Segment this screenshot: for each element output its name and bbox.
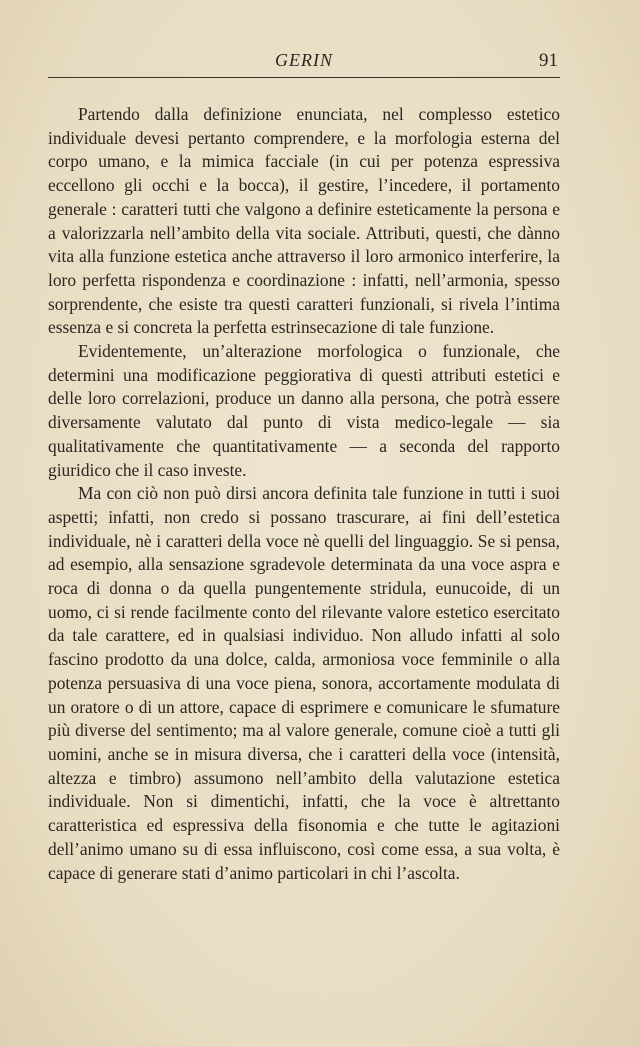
- page-number: 91: [539, 50, 558, 71]
- paragraph-2: Evidentemente, un’alterazione morfologica o funzionale, che determini una modificazione peggiorativa di questi attributi estetici e delle loro correlazioni, produce un danno alla persona, che potrà essere diversamente valutato dal punto di vista medico-legale — sia qualitativamente che quantitativamente — a seconda del rapporto giuridico che il caso investe.: [48, 341, 560, 480]
- page-header: [48, 46, 560, 76]
- running-title: GERIN: [275, 50, 333, 70]
- paragraph-3: Ma con ciò non può dirsi ancora definita tale funzione in tutti i suoi aspetti; infatti, non credo si possano trascurare, ai fini dell’estetica individuale, nè i caratteri della voce nè quelli del linguaggio. Se si pensa, ad esempio, alla sensazione sgradevole determinata da una voce aspra e roca di donna o da quella pungentemente stridula, eunucoide, di un uomo, ci si rende facilmente conto del rilevante valore estetico esercitato da tale carattere, ed in qualsiasi individuo. Non alludo infatti al solo fascino prodotto da una dolce, calda, armoniosa voce femminile o alla potenza persuasiva di una voce piena, sonora, accortamente modulata di un oratore o di un attore, capace di esprimere e comunicare le sfumature più diverse del sentimento; ma al valore generale, comune cioè a tutti gli uomini, anche se in misura diversa, che i caratteri della voce (intensità, altezza e timbro) assumono nell’ambito della valutazione estetica individuale. Non si dimentichi, infatti, che la voce è altrettanto caratteristica ed espressiva della fisonomia e che tutte le agitazioni dell’animo umano su di essa influiscono, così come essa, a sua volta, è capace di generare stati d’animo particolari in chi l’ascolta.: [48, 483, 560, 883]
- paragraph-1: Partendo dalla definizione enunciata, nel complesso estetico individuale devesi pertanto comprendere, e la morfologia esterna del corpo umano, e la mimica facciale (in cui per potenza espressiva eccellono gli occhi e la bocca), il gestire, l’incedere, il portamento generale : caratteri tutti che valgono a definire esteticamente la persona e a valorizzarla nell’ambito della vita sociale. Attributi, questi, che dànno vita alla funzione estetica anche attraverso il loro armonico interferire, la loro perfetta rispondenza e coordinazione : infatti, nell’armonia, spesso sorprendente, che esiste tra questi caratteri funzionali, si rivela l’intima essenza e si concreta la perfetta estrinsecazione di tale funzione.: [48, 104, 560, 338]
- body-text: [48, 103, 560, 885]
- header-rule: [48, 77, 560, 78]
